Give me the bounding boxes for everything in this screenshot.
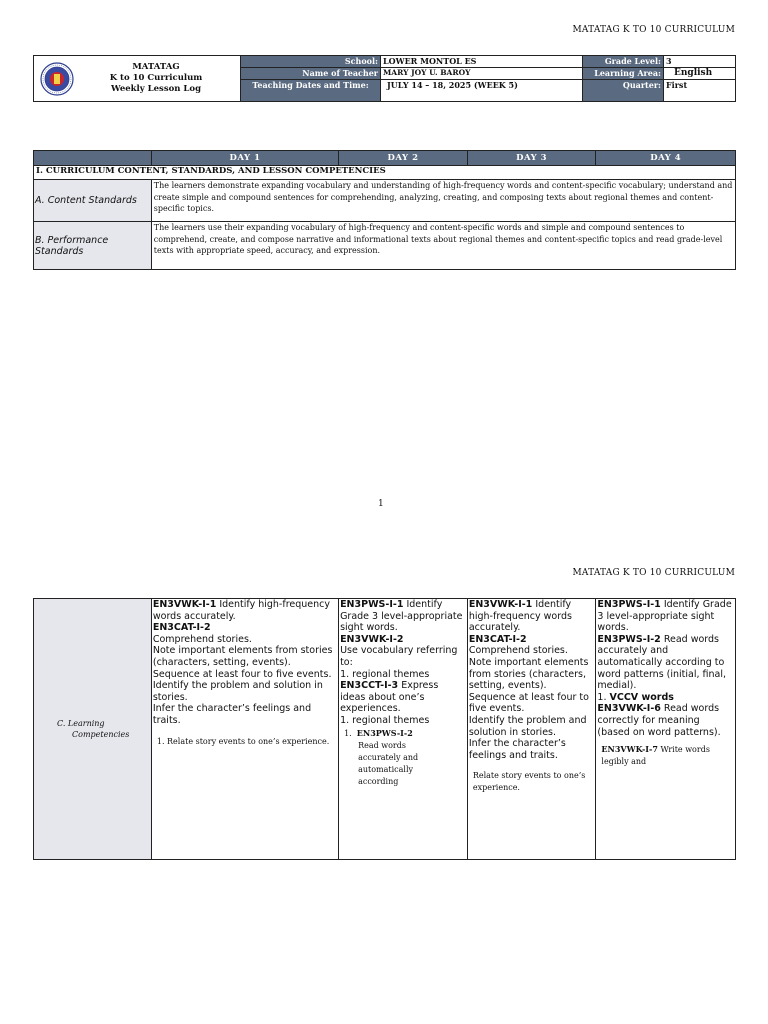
school-label: School: (241, 56, 381, 68)
lc-day4 (596, 599, 736, 860)
d1-l3: Sequence at least four to five events. (152, 668, 332, 680)
area-label: Learning Area: (583, 68, 664, 80)
d3-l1: Comprehend stories. (468, 645, 568, 657)
day-header-blank (34, 151, 152, 166)
curriculum-header: MATATAG K TO 10 CURRICULUM (572, 25, 735, 35)
d1-l1: Comprehend stories. (152, 633, 252, 645)
d4-c4-text: Write words legibly and (601, 745, 710, 767)
d1-extra: 1. Relate story events to one’s experience. (156, 736, 330, 746)
title-line1: MATATAG (132, 62, 180, 72)
title-line2: K to 10 Curriculum (109, 73, 203, 83)
d2-c1-text: Identify Grade 3 level-appropriate sight words. (340, 599, 463, 634)
d4-c2-text: Read words accurately and automatically according to word patterns (initial, final, medial). (597, 633, 727, 692)
d1-c1-code: EN3VWK-I-1 (152, 599, 217, 610)
d3-c1-text: Identify high-frequency words accurately. (468, 599, 572, 634)
content-standards-label: A. Content Standards (34, 180, 152, 222)
d2-l3: 1. regional themes (340, 714, 430, 726)
d4-l1-bold: VCCV words (609, 691, 674, 703)
teacher-label: Name of Teacher (241, 68, 381, 80)
section1-title: I. CURRICULUM CONTENT, STANDARDS, AND LESSON COMPETENCIES (34, 166, 736, 180)
d4-c1-code: EN3PWS-I-1 (597, 599, 661, 610)
deped-seal-icon (40, 62, 74, 96)
d1-c2-code: EN3CAT-I-2 (152, 622, 211, 634)
d2-sub-text: Read words accurately and automatically according (358, 740, 419, 786)
lc-day2 (339, 599, 468, 860)
d4-c4-code: EN3VWK-I-7 (601, 744, 658, 755)
learning-competencies-table (33, 598, 736, 860)
quarter-value: First (664, 80, 736, 102)
d2-l1: Use vocabulary referring to: (340, 645, 458, 668)
lc-day3 (467, 599, 596, 860)
d2-c3-code: EN3CCT-I-3 (340, 680, 399, 692)
d3-l2: Note important elements from stories (characters, setting, events). (468, 656, 589, 692)
day-header-1: DAY 1 (151, 151, 338, 166)
grade-label: Grade Level: (583, 56, 664, 68)
d2-c1-code: EN3PWS-I-1 (340, 599, 404, 610)
d2-l2: 1. regional themes (340, 668, 430, 680)
school-value: LOWER MONTOL ES (381, 56, 583, 68)
dates-label: Teaching Dates and Time: (241, 80, 381, 102)
d2-c2-code: EN3VWK-I-2 (340, 633, 404, 645)
title-block (74, 62, 238, 95)
lc-day1 (151, 599, 338, 860)
lc-label-line1: C. Learning (57, 719, 105, 728)
d3-l3: Sequence at least four to five events. (468, 691, 589, 715)
performance-standards-label (34, 222, 152, 270)
d4-c2-code: EN3PWS-I-2 (597, 633, 661, 645)
page-number: 1 (378, 499, 384, 509)
day-header-2: DAY 2 (339, 151, 468, 166)
day-header-3: DAY 3 (467, 151, 596, 166)
d3-extra: Relate story events to one’s experience. (472, 771, 586, 793)
performance-label-line1: B. Performance (35, 234, 109, 246)
d1-l2: Note important elements from stories (characters, setting, events). (152, 645, 333, 668)
d1-l5: Infer the character’s feelings and traits. (152, 703, 312, 726)
d1-l4: Identify the problem and solution in stories. (152, 680, 323, 703)
curriculum-table (33, 150, 736, 270)
title-line3: Weekly Lesson Log (110, 84, 202, 94)
d3-l5: Infer the character’s feelings and traits. (468, 738, 566, 761)
d2-sub-num: 1. (344, 728, 352, 738)
learning-competencies-label (34, 599, 152, 860)
curriculum-header-page2: MATATAG K TO 10 CURRICULUM (572, 568, 735, 578)
quarter-label: Quarter: (583, 80, 664, 102)
d2-sub (340, 727, 466, 788)
d1-c1-text: Identify high-frequency words accurately. (152, 599, 331, 622)
d2-sub-code: EN3PWS-I-2 (356, 727, 413, 738)
performance-standards-text: The learners use their expanding vocabulary of high-frequency and content-specific words and simple and compound sentences to comprehend, create, and compose narrative and informational texts about regional themes and content-specific topics and read grade-level texts with appropriate speed, accuracy, and expression. (151, 222, 735, 270)
d4-c1-text: Identify Grade 3 level-appropriate sight words. (597, 599, 732, 634)
d4-c3-text: Read words correctly for meaning (based on word patterns). (597, 703, 721, 738)
performance-label-line2: Standards (35, 245, 84, 257)
d3-c1-code: EN3VWK-I-1 (468, 599, 533, 610)
d4-c4 (597, 743, 734, 768)
d2-c3-text: Express ideas about one’s experiences. (340, 680, 439, 715)
info-table (33, 55, 736, 102)
d3-l4: Identify the problem and solution in stories. (468, 714, 587, 738)
d3-c2-code: EN3CAT-I-2 (468, 633, 527, 645)
grade-value: 3 (664, 56, 736, 68)
d4-c3-code: EN3VWK-I-6 (597, 703, 661, 715)
area-value: English (664, 68, 736, 80)
day-header-4: DAY 4 (596, 151, 736, 166)
content-standards-text: The learners demonstrate expanding vocabulary and understanding of high-frequency words and content-specific vocabulary; understand and create simple and compound sentences for comprehending, analyzing, creating, and composing texts about regional themes and content-specific topics. (151, 180, 735, 222)
d4-l1-num: 1. (597, 691, 610, 703)
lc-label-line2: Competencies (72, 730, 130, 739)
dates-value: JULY 14 – 18, 2025 (WEEK 5) (381, 80, 583, 102)
teacher-value: MARY JOY U. BAROY (381, 68, 583, 80)
